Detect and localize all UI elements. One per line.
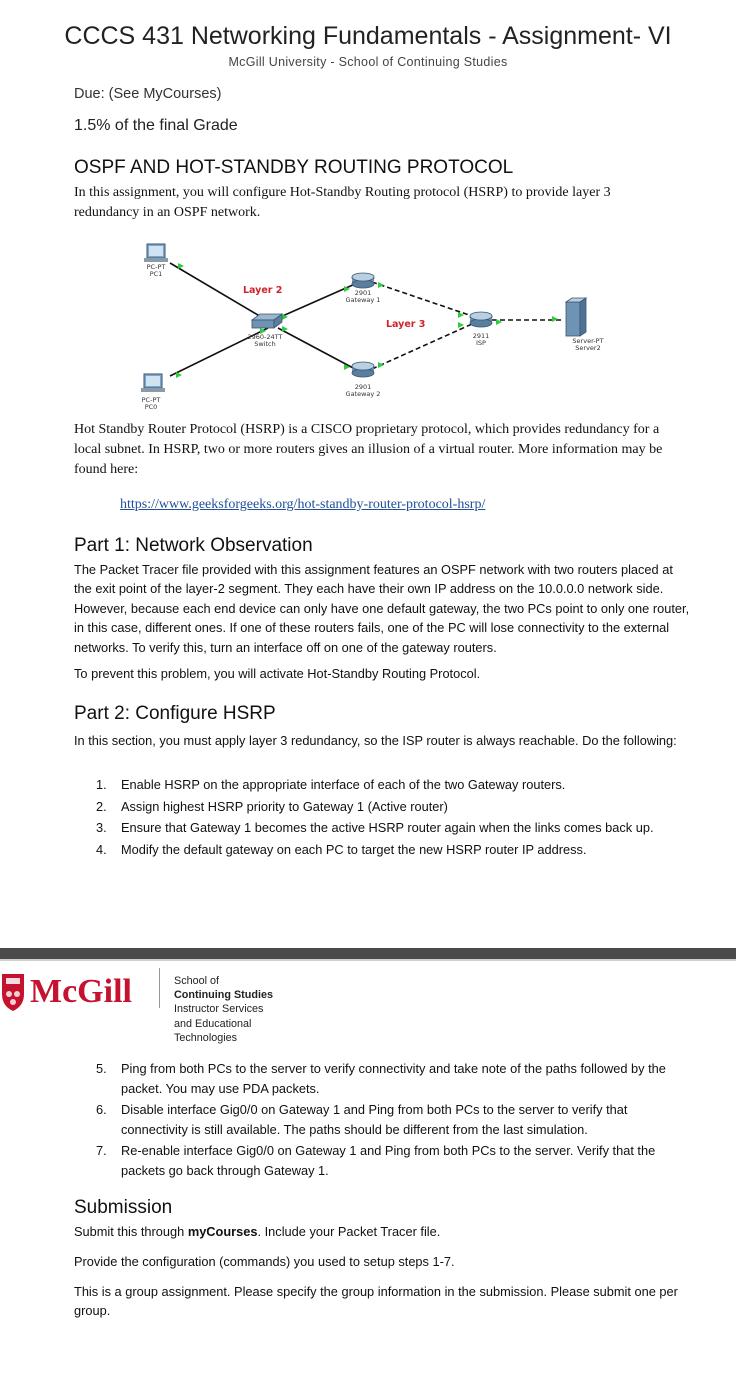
gateway-1-router-icon[interactable] — [352, 273, 374, 288]
server-type-label: Server-PT — [572, 337, 604, 345]
part-2-body: In this section, you must apply layer 3 redundancy, so the ISP router is always reachable. Do the following: — [74, 733, 677, 748]
submission-line-2: Provide the configuration (commands) you used to setup steps 1-7. — [74, 1254, 455, 1269]
submission-line-1 — [74, 1222, 694, 1241]
switch-icon[interactable] — [252, 314, 282, 328]
logo-line-2: Continuing Studies — [174, 989, 273, 1002]
gateway-1-type-label: 2901 — [354, 289, 372, 297]
step-text: Re-enable interface Gig0/0 on Gateway 1 and Ping from both PCs to the server. Verify that the packets go back through Gateway 1. — [121, 1142, 656, 1179]
mycourses-link: myCourses — [187, 1224, 258, 1239]
pc0-type-label: PC-PT — [141, 396, 161, 404]
step-number: 2. — [96, 798, 107, 814]
steps-list-page-2 — [96, 1059, 696, 1181]
switch-type-label: 2960-24TT — [247, 333, 283, 341]
step-item — [96, 777, 696, 799]
logo-line-5: Technologies — [174, 1031, 238, 1044]
step-item — [96, 799, 696, 821]
step-item — [96, 842, 696, 864]
mcgill-logo — [0, 968, 160, 1014]
step-item — [96, 1141, 696, 1182]
step-text: Modify the default gateway on each PC to target the new HSRP router IP address. — [121, 841, 587, 857]
step-number: 6. — [96, 1101, 107, 1117]
server-icon[interactable] — [566, 298, 586, 336]
step-text: Ensure that Gateway 1 becomes the active HSRP router again when the links comes back up. — [121, 820, 654, 835]
mcgill-wordmark: McGill — [30, 973, 132, 1010]
pc1-type-label: PC-PT — [146, 263, 166, 271]
step-text: Enable HSRP on the appropriate interface of each of the two Gateway routers. — [121, 777, 566, 792]
step-number: 7. — [96, 1142, 107, 1158]
server-name-label: Server2 — [575, 344, 601, 352]
link-gw2-isp — [372, 324, 472, 369]
link-switch-gw1 — [278, 284, 355, 318]
page-break — [0, 948, 736, 959]
pc1-name-label: PC1 — [149, 270, 163, 278]
due-date: Due: (See MyCourses) — [74, 86, 222, 102]
gateway-2-name-label: Gateway 2 — [345, 390, 381, 398]
intro-paragraph: In this assignment, you will configure Hot-Standby Routing protocol (HSRP) to provide layer 3 redundancy in an OSPF network. — [74, 185, 611, 220]
step-text: Assign highest HSRP priority to Gateway 1 (Active router) — [121, 798, 448, 814]
submission-line-1-suffix: . Include your Packet Tracer file. — [257, 1224, 441, 1239]
submission-title: Submission — [74, 1197, 173, 1218]
page-break-shadow — [0, 959, 736, 961]
gateway-2-router-icon[interactable] — [352, 362, 374, 377]
hsrp-description: Hot Standby Router Protocol (HSRP) is a CISCO proprietary protocol, which provides redundancy for a local subnet. In HSRP, two or more routers gives an illusion of a virtual router. More information may be found here: — [74, 422, 663, 477]
submission-line-1-prefix: Submit this through — [74, 1224, 188, 1239]
logo-unit-text — [174, 974, 273, 1045]
part-2-title: Part 2: Configure HSRP — [74, 703, 276, 724]
network-diagram — [120, 236, 620, 414]
pc1-icon[interactable] — [144, 244, 168, 262]
step-number: 3. — [96, 820, 107, 835]
part-1-title: Part 1: Network Observation — [74, 535, 313, 556]
link-switch-gw2 — [278, 328, 355, 369]
step-text: Disable interface Gig0/0 on Gateway 1 and Ping from both PCs to the server to verify that connectivity is still available. The paths should be different from the last simulation. — [121, 1101, 628, 1138]
isp-type-label: 2911 — [472, 332, 490, 340]
document-subtitle: McGill University - School of Continuing Studies — [228, 55, 508, 69]
logo-divider — [159, 968, 160, 1008]
isp-name-label: ISP — [476, 339, 486, 347]
gateway-2-type-label: 2901 — [354, 383, 372, 391]
section-title: OSPF AND HOT-STANDBY ROUTING PROTOCOL — [74, 157, 514, 178]
hsrp-reference-link[interactable]: https://www.geeksforgeeks.org/hot-standby-router-protocol-hsrp/ — [120, 497, 486, 512]
logo-line-3: Instructor Services — [174, 1003, 264, 1016]
pc0-icon[interactable] — [141, 374, 165, 392]
mcgill-crest-icon — [2, 974, 24, 1011]
step-item — [96, 1059, 696, 1100]
logo-line-1: School of — [174, 975, 220, 987]
layer-3-label: Layer 3 — [386, 319, 426, 330]
grade-weight: 1.5% of the final Grade — [74, 117, 238, 134]
step-number: 5. — [96, 1061, 107, 1076]
logo-line-4: and Educational — [174, 1017, 252, 1030]
isp-router-icon[interactable] — [470, 312, 492, 327]
step-item — [96, 820, 696, 842]
pc0-name-label: PC0 — [144, 403, 158, 411]
submission-line-3: This is a group assignment. Please specify the group information in the submission. Please submit one per group. — [74, 1284, 678, 1319]
part-1-conclusion: To prevent this problem, you will activate Hot-Standby Routing Protocol. — [74, 666, 481, 681]
part-1-body: The Packet Tracer file provided with this assignment features an OSPF network with two routers placed at the exit point of the layer-2 segment. They each have their own IP address on the 10.0.0.0 network side. However, because each end device can only have one default gateway, the two PCs point to only one router, in this case, different ones. If one of these routers fails, one of the PC will lose connectivity to the external networks. To verify this, turn an interface off on one of the gateway routers. — [74, 562, 690, 655]
document-title: CCCS 431 Networking Fundamentals - Assignment- VI — [64, 22, 672, 50]
step-text: Ping from both PCs to the server to verify connectivity and take note of the paths followed by the packet. You may use PDA packets. — [121, 1061, 666, 1097]
gateway-1-name-label: Gateway 1 — [345, 296, 381, 304]
steps-list-page-1 — [96, 777, 696, 863]
switch-name-label: Switch — [254, 340, 276, 348]
step-number: 4. — [96, 841, 107, 857]
step-number: 1. — [96, 777, 107, 792]
link-gw1-isp — [372, 282, 472, 316]
step-item — [96, 1100, 696, 1141]
layer-2-label: Layer 2 — [243, 285, 283, 296]
